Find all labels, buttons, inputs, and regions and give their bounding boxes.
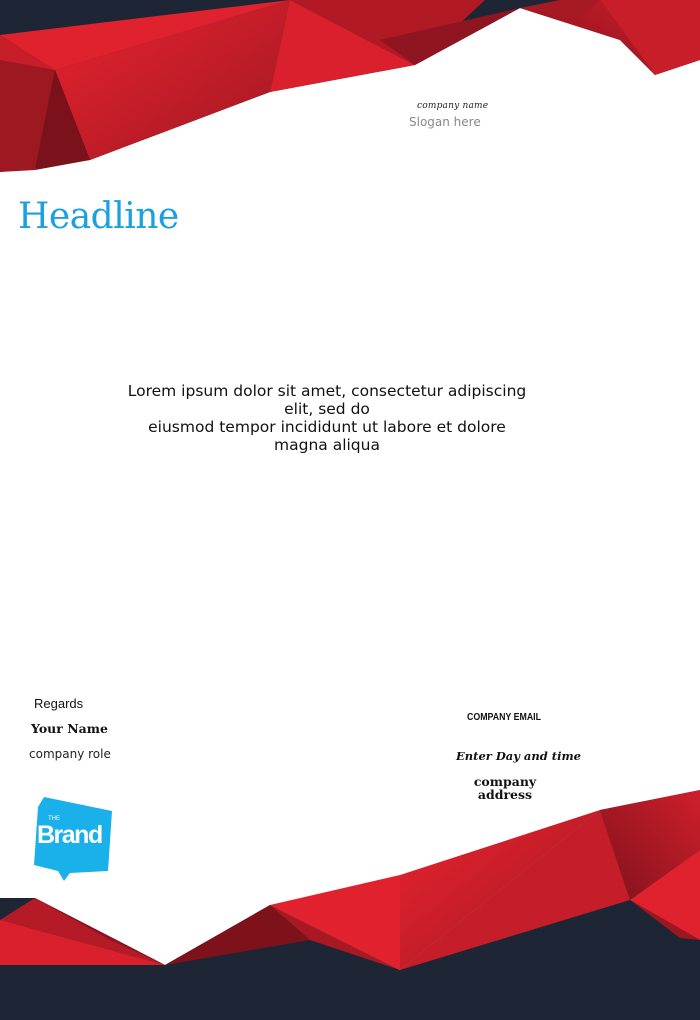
top-polygon-decoration [0,0,700,180]
address-line: address [477,787,533,802]
address-line: company [473,774,537,789]
sender-name: Your Name [31,721,108,736]
brand-logo [34,797,114,881]
body-line: eiusmod tempor incididunt ut labore et dolore [148,418,506,436]
logo-small-text: THE [48,816,60,822]
company-role: company role [29,747,111,761]
body-line: Lorem ipsum dolor sit amet, consectetur adipiscing [127,382,527,400]
company-email: COMPANY EMAIL [467,712,541,723]
body-line: elit, sed do [284,400,370,418]
body-line: magna aliqua [274,436,380,454]
company-name: company name [417,101,489,111]
slogan: Slogan here [409,115,481,129]
headline: Headline [18,196,179,237]
body-paragraph [90,382,564,454]
logo-text: Brand [37,821,102,849]
regards-label: Regards [34,696,84,711]
day-and-time: Enter Day and time [456,749,581,763]
